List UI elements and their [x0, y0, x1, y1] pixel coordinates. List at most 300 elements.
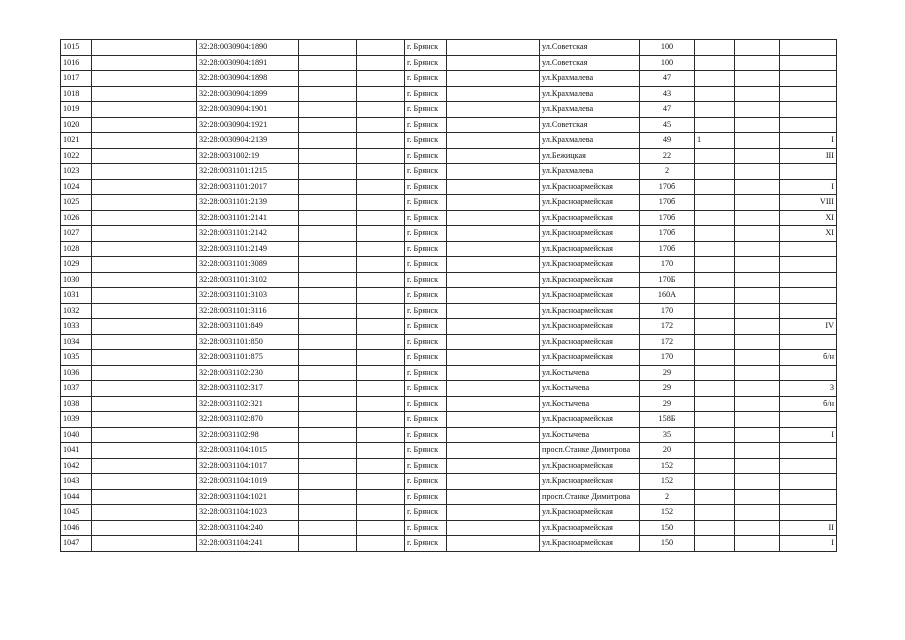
street-cell: ул.Красноармейская — [540, 272, 640, 288]
building-cell — [695, 86, 735, 102]
empty-cell — [299, 489, 357, 505]
city-cell: г. Брянск — [405, 520, 447, 536]
house-number-cell: 35 — [640, 427, 695, 443]
empty-cell — [357, 319, 405, 335]
cadastral-number-cell: 32:28:0031101:3102 — [197, 272, 299, 288]
empty-cell — [447, 350, 540, 366]
empty-cell — [92, 536, 197, 552]
room-number-cell — [780, 86, 837, 102]
city-cell: г. Брянск — [405, 350, 447, 366]
empty-cell — [299, 55, 357, 71]
empty-cell — [447, 303, 540, 319]
row-number-cell: 1015 — [61, 40, 92, 56]
room-number-cell: XI — [780, 210, 837, 226]
empty-cell — [735, 117, 780, 133]
empty-cell — [299, 226, 357, 242]
row-number-cell: 1036 — [61, 365, 92, 381]
empty-cell — [299, 505, 357, 521]
empty-cell — [357, 148, 405, 164]
empty-cell — [92, 412, 197, 428]
empty-cell — [735, 226, 780, 242]
empty-cell — [299, 303, 357, 319]
table-row — [61, 226, 837, 242]
empty-cell — [735, 102, 780, 118]
empty-cell — [299, 319, 357, 335]
table-row — [61, 505, 837, 521]
empty-cell — [92, 458, 197, 474]
empty-cell — [735, 520, 780, 536]
city-cell: г. Брянск — [405, 427, 447, 443]
house-number-cell: 152 — [640, 505, 695, 521]
street-cell: ул.Костычева — [540, 365, 640, 381]
row-number-cell: 1032 — [61, 303, 92, 319]
street-cell: ул.Бежицкая — [540, 148, 640, 164]
cadastral-number-cell: 32:28:0031102:317 — [197, 381, 299, 397]
row-number-cell: 1022 — [61, 148, 92, 164]
table-row — [61, 272, 837, 288]
row-number-cell: 1025 — [61, 195, 92, 211]
row-number-cell: 1044 — [61, 489, 92, 505]
room-number-cell — [780, 257, 837, 273]
building-cell: 1 — [695, 133, 735, 149]
building-cell — [695, 443, 735, 459]
empty-cell — [299, 257, 357, 273]
room-number-cell: 3 — [780, 381, 837, 397]
city-cell: г. Брянск — [405, 489, 447, 505]
empty-cell — [357, 241, 405, 257]
room-number-cell: б/н — [780, 396, 837, 412]
empty-cell — [299, 443, 357, 459]
empty-cell — [357, 210, 405, 226]
empty-cell — [357, 257, 405, 273]
cadastral-number-cell: 32:28:0031102:321 — [197, 396, 299, 412]
city-cell: г. Брянск — [405, 288, 447, 304]
room-number-cell — [780, 443, 837, 459]
building-cell — [695, 303, 735, 319]
table-row — [61, 520, 837, 536]
empty-cell — [447, 241, 540, 257]
empty-cell — [447, 334, 540, 350]
empty-cell — [357, 520, 405, 536]
table-body — [61, 40, 837, 552]
cadastral-number-cell: 32:28:0031101:849 — [197, 319, 299, 335]
building-cell — [695, 210, 735, 226]
building-cell — [695, 427, 735, 443]
building-cell — [695, 164, 735, 180]
city-cell: г. Брянск — [405, 381, 447, 397]
cadastral-number-cell: 32:28:0031101:3089 — [197, 257, 299, 273]
city-cell: г. Брянск — [405, 55, 447, 71]
empty-cell — [92, 443, 197, 459]
city-cell: г. Брянск — [405, 102, 447, 118]
empty-cell — [357, 474, 405, 490]
row-number-cell: 1026 — [61, 210, 92, 226]
row-number-cell: 1023 — [61, 164, 92, 180]
table-row — [61, 489, 837, 505]
row-number-cell: 1038 — [61, 396, 92, 412]
cadastral-number-cell: 32:28:0031101:2149 — [197, 241, 299, 257]
row-number-cell: 1039 — [61, 412, 92, 428]
cadastral-number-cell: 32:28:0031104:1015 — [197, 443, 299, 459]
empty-cell — [357, 365, 405, 381]
empty-cell — [735, 148, 780, 164]
table-row — [61, 412, 837, 428]
empty-cell — [299, 241, 357, 257]
cadastral-number-cell: 32:28:0031101:2139 — [197, 195, 299, 211]
house-number-cell: 29 — [640, 365, 695, 381]
empty-cell — [447, 195, 540, 211]
building-cell — [695, 505, 735, 521]
empty-cell — [357, 164, 405, 180]
street-cell: ул.Красноармейская — [540, 288, 640, 304]
room-number-cell — [780, 71, 837, 87]
cadastral-number-cell: 32:28:0030904:1901 — [197, 102, 299, 118]
cadastral-number-cell: 32:28:0031104:1019 — [197, 474, 299, 490]
empty-cell — [735, 195, 780, 211]
cadastral-number-cell: 32:28:0031104:1021 — [197, 489, 299, 505]
row-number-cell: 1037 — [61, 381, 92, 397]
table-row — [61, 179, 837, 195]
cadastral-number-cell: 32:28:0031104:1023 — [197, 505, 299, 521]
room-number-cell: XI — [780, 226, 837, 242]
building-cell — [695, 396, 735, 412]
empty-cell — [357, 55, 405, 71]
row-number-cell: 1020 — [61, 117, 92, 133]
row-number-cell: 1027 — [61, 226, 92, 242]
empty-cell — [357, 40, 405, 56]
row-number-cell: 1016 — [61, 55, 92, 71]
empty-cell — [357, 443, 405, 459]
empty-cell — [735, 334, 780, 350]
row-number-cell: 1030 — [61, 272, 92, 288]
city-cell: г. Брянск — [405, 334, 447, 350]
empty-cell — [735, 303, 780, 319]
empty-cell — [447, 505, 540, 521]
street-cell: ул.Красноармейская — [540, 505, 640, 521]
city-cell: г. Брянск — [405, 412, 447, 428]
empty-cell — [357, 179, 405, 195]
room-number-cell — [780, 458, 837, 474]
room-number-cell — [780, 505, 837, 521]
table-row — [61, 319, 837, 335]
row-number-cell: 1033 — [61, 319, 92, 335]
room-number-cell — [780, 55, 837, 71]
table-row — [61, 427, 837, 443]
house-number-cell: 20 — [640, 443, 695, 459]
cadastral-number-cell: 32:28:0031002:19 — [197, 148, 299, 164]
table-row — [61, 458, 837, 474]
table-row — [61, 536, 837, 552]
empty-cell — [357, 505, 405, 521]
empty-cell — [299, 381, 357, 397]
empty-cell — [92, 210, 197, 226]
empty-cell — [92, 334, 197, 350]
cadastral-number-cell: 32:28:0031101:1215 — [197, 164, 299, 180]
room-number-cell — [780, 334, 837, 350]
empty-cell — [299, 71, 357, 87]
empty-cell — [447, 210, 540, 226]
empty-cell — [735, 71, 780, 87]
row-number-cell: 1034 — [61, 334, 92, 350]
empty-cell — [92, 164, 197, 180]
table-row — [61, 195, 837, 211]
empty-cell — [357, 195, 405, 211]
empty-cell — [357, 334, 405, 350]
row-number-cell: 1043 — [61, 474, 92, 490]
empty-cell — [447, 443, 540, 459]
building-cell — [695, 474, 735, 490]
room-number-cell: IV — [780, 319, 837, 335]
cadastral-number-cell: 32:28:0030904:1899 — [197, 86, 299, 102]
table-row — [61, 334, 837, 350]
room-number-cell — [780, 489, 837, 505]
house-number-cell: 2 — [640, 489, 695, 505]
house-number-cell: 100 — [640, 40, 695, 56]
empty-cell — [92, 520, 197, 536]
room-number-cell — [780, 40, 837, 56]
house-number-cell: 172 — [640, 334, 695, 350]
empty-cell — [447, 458, 540, 474]
house-number-cell: 170 — [640, 257, 695, 273]
street-cell: ул.Крахмалева — [540, 102, 640, 118]
city-cell: г. Брянск — [405, 458, 447, 474]
empty-cell — [735, 133, 780, 149]
empty-cell — [92, 381, 197, 397]
table-row — [61, 365, 837, 381]
table-row — [61, 303, 837, 319]
empty-cell — [92, 179, 197, 195]
house-number-cell: 100 — [640, 55, 695, 71]
house-number-cell: 45 — [640, 117, 695, 133]
city-cell: г. Брянск — [405, 117, 447, 133]
empty-cell — [735, 536, 780, 552]
cadastral-number-cell: 32:28:0030904:1898 — [197, 71, 299, 87]
empty-cell — [92, 226, 197, 242]
table-row — [61, 55, 837, 71]
empty-cell — [735, 55, 780, 71]
street-cell: ул.Костычева — [540, 396, 640, 412]
table-row — [61, 117, 837, 133]
cadastral-number-cell: 32:28:0031102:230 — [197, 365, 299, 381]
row-number-cell: 1024 — [61, 179, 92, 195]
empty-cell — [447, 102, 540, 118]
house-number-cell: 49 — [640, 133, 695, 149]
empty-cell — [357, 427, 405, 443]
empty-cell — [92, 272, 197, 288]
street-cell: ул.Крахмалева — [540, 133, 640, 149]
empty-cell — [357, 133, 405, 149]
empty-cell — [92, 427, 197, 443]
city-cell: г. Брянск — [405, 71, 447, 87]
room-number-cell — [780, 102, 837, 118]
empty-cell — [92, 350, 197, 366]
street-cell: ул.Красноармейская — [540, 412, 640, 428]
empty-cell — [92, 133, 197, 149]
cadastral-number-cell: 32:28:0031102:98 — [197, 427, 299, 443]
room-number-cell: I — [780, 427, 837, 443]
street-cell: ул.Крахмалева — [540, 71, 640, 87]
building-cell — [695, 489, 735, 505]
house-number-cell: 170б — [640, 195, 695, 211]
room-number-cell — [780, 412, 837, 428]
empty-cell — [447, 257, 540, 273]
empty-cell — [357, 396, 405, 412]
city-cell: г. Брянск — [405, 86, 447, 102]
empty-cell — [447, 71, 540, 87]
empty-cell — [735, 210, 780, 226]
building-cell — [695, 536, 735, 552]
empty-cell — [735, 179, 780, 195]
cadastral-number-cell: 32:28:0031104:1017 — [197, 458, 299, 474]
city-cell: г. Брянск — [405, 179, 447, 195]
city-cell: г. Брянск — [405, 396, 447, 412]
table-row — [61, 443, 837, 459]
building-cell — [695, 288, 735, 304]
empty-cell — [735, 164, 780, 180]
empty-cell — [735, 427, 780, 443]
street-cell: ул.Красноармейская — [540, 520, 640, 536]
empty-cell — [735, 505, 780, 521]
room-number-cell — [780, 365, 837, 381]
row-number-cell: 1042 — [61, 458, 92, 474]
building-cell — [695, 350, 735, 366]
empty-cell — [299, 40, 357, 56]
empty-cell — [447, 86, 540, 102]
city-cell: г. Брянск — [405, 319, 447, 335]
empty-cell — [735, 412, 780, 428]
street-cell: ул.Красноармейская — [540, 210, 640, 226]
cadastral-number-cell: 32:28:0031101:2141 — [197, 210, 299, 226]
room-number-cell — [780, 164, 837, 180]
city-cell: г. Брянск — [405, 272, 447, 288]
city-cell: г. Брянск — [405, 195, 447, 211]
room-number-cell — [780, 272, 837, 288]
empty-cell — [92, 40, 197, 56]
cadastral-number-cell: 32:28:0031101:2017 — [197, 179, 299, 195]
house-number-cell: 152 — [640, 458, 695, 474]
empty-cell — [447, 381, 540, 397]
cadastral-number-cell: 32:28:0031104:241 — [197, 536, 299, 552]
house-number-cell: 170б — [640, 179, 695, 195]
house-number-cell: 29 — [640, 396, 695, 412]
empty-cell — [92, 102, 197, 118]
room-number-cell: III — [780, 148, 837, 164]
cadastral-number-cell: 32:28:0031101:3103 — [197, 288, 299, 304]
street-cell: ул.Красноармейская — [540, 226, 640, 242]
room-number-cell — [780, 474, 837, 490]
street-cell: ул.Костычева — [540, 427, 640, 443]
empty-cell — [299, 133, 357, 149]
building-cell — [695, 71, 735, 87]
empty-cell — [735, 288, 780, 304]
empty-cell — [447, 365, 540, 381]
empty-cell — [299, 102, 357, 118]
row-number-cell: 1041 — [61, 443, 92, 459]
house-number-cell: 29 — [640, 381, 695, 397]
building-cell — [695, 195, 735, 211]
city-cell: г. Брянск — [405, 40, 447, 56]
empty-cell — [299, 86, 357, 102]
house-number-cell: 170б — [640, 241, 695, 257]
empty-cell — [447, 474, 540, 490]
room-number-cell — [780, 241, 837, 257]
building-cell — [695, 241, 735, 257]
empty-cell — [447, 55, 540, 71]
empty-cell — [299, 458, 357, 474]
building-cell — [695, 520, 735, 536]
city-cell: г. Брянск — [405, 226, 447, 242]
empty-cell — [447, 489, 540, 505]
city-cell: г. Брянск — [405, 303, 447, 319]
street-cell: ул.Красноармейская — [540, 350, 640, 366]
row-number-cell: 1018 — [61, 86, 92, 102]
city-cell: г. Брянск — [405, 241, 447, 257]
room-number-cell: VIII — [780, 195, 837, 211]
empty-cell — [735, 489, 780, 505]
row-number-cell: 1017 — [61, 71, 92, 87]
room-number-cell — [780, 117, 837, 133]
empty-cell — [447, 396, 540, 412]
empty-cell — [447, 117, 540, 133]
street-cell: ул.Советская — [540, 40, 640, 56]
empty-cell — [357, 272, 405, 288]
empty-cell — [735, 86, 780, 102]
empty-cell — [357, 71, 405, 87]
cadastral-number-cell: 32:28:0030904:1891 — [197, 55, 299, 71]
row-number-cell: 1031 — [61, 288, 92, 304]
room-number-cell: I — [780, 133, 837, 149]
table-row — [61, 102, 837, 118]
table-row — [61, 210, 837, 226]
cadastral-number-cell: 32:28:0031104:240 — [197, 520, 299, 536]
street-cell: ул.Советская — [540, 117, 640, 133]
house-number-cell: 170б — [640, 210, 695, 226]
house-number-cell: 170Б — [640, 272, 695, 288]
row-number-cell: 1045 — [61, 505, 92, 521]
house-number-cell: 170 — [640, 303, 695, 319]
building-cell — [695, 319, 735, 335]
empty-cell — [299, 365, 357, 381]
house-number-cell: 160А — [640, 288, 695, 304]
empty-cell — [357, 536, 405, 552]
empty-cell — [92, 86, 197, 102]
empty-cell — [357, 102, 405, 118]
empty-cell — [92, 117, 197, 133]
table-row — [61, 71, 837, 87]
street-cell: ул.Костычева — [540, 381, 640, 397]
street-cell: ул.Крахмалева — [540, 164, 640, 180]
empty-cell — [299, 288, 357, 304]
cadastral-number-cell: 32:28:0031101:2142 — [197, 226, 299, 242]
empty-cell — [92, 474, 197, 490]
empty-cell — [447, 272, 540, 288]
building-cell — [695, 381, 735, 397]
empty-cell — [735, 365, 780, 381]
row-number-cell: 1029 — [61, 257, 92, 273]
empty-cell — [299, 210, 357, 226]
empty-cell — [735, 350, 780, 366]
street-cell: ул.Красноармейская — [540, 319, 640, 335]
empty-cell — [357, 117, 405, 133]
street-cell: ул.Крахмалева — [540, 86, 640, 102]
city-cell: г. Брянск — [405, 443, 447, 459]
empty-cell — [299, 536, 357, 552]
empty-cell — [357, 489, 405, 505]
building-cell — [695, 272, 735, 288]
house-number-cell: 2 — [640, 164, 695, 180]
cadastral-number-cell: 32:28:0031101:875 — [197, 350, 299, 366]
empty-cell — [357, 350, 405, 366]
